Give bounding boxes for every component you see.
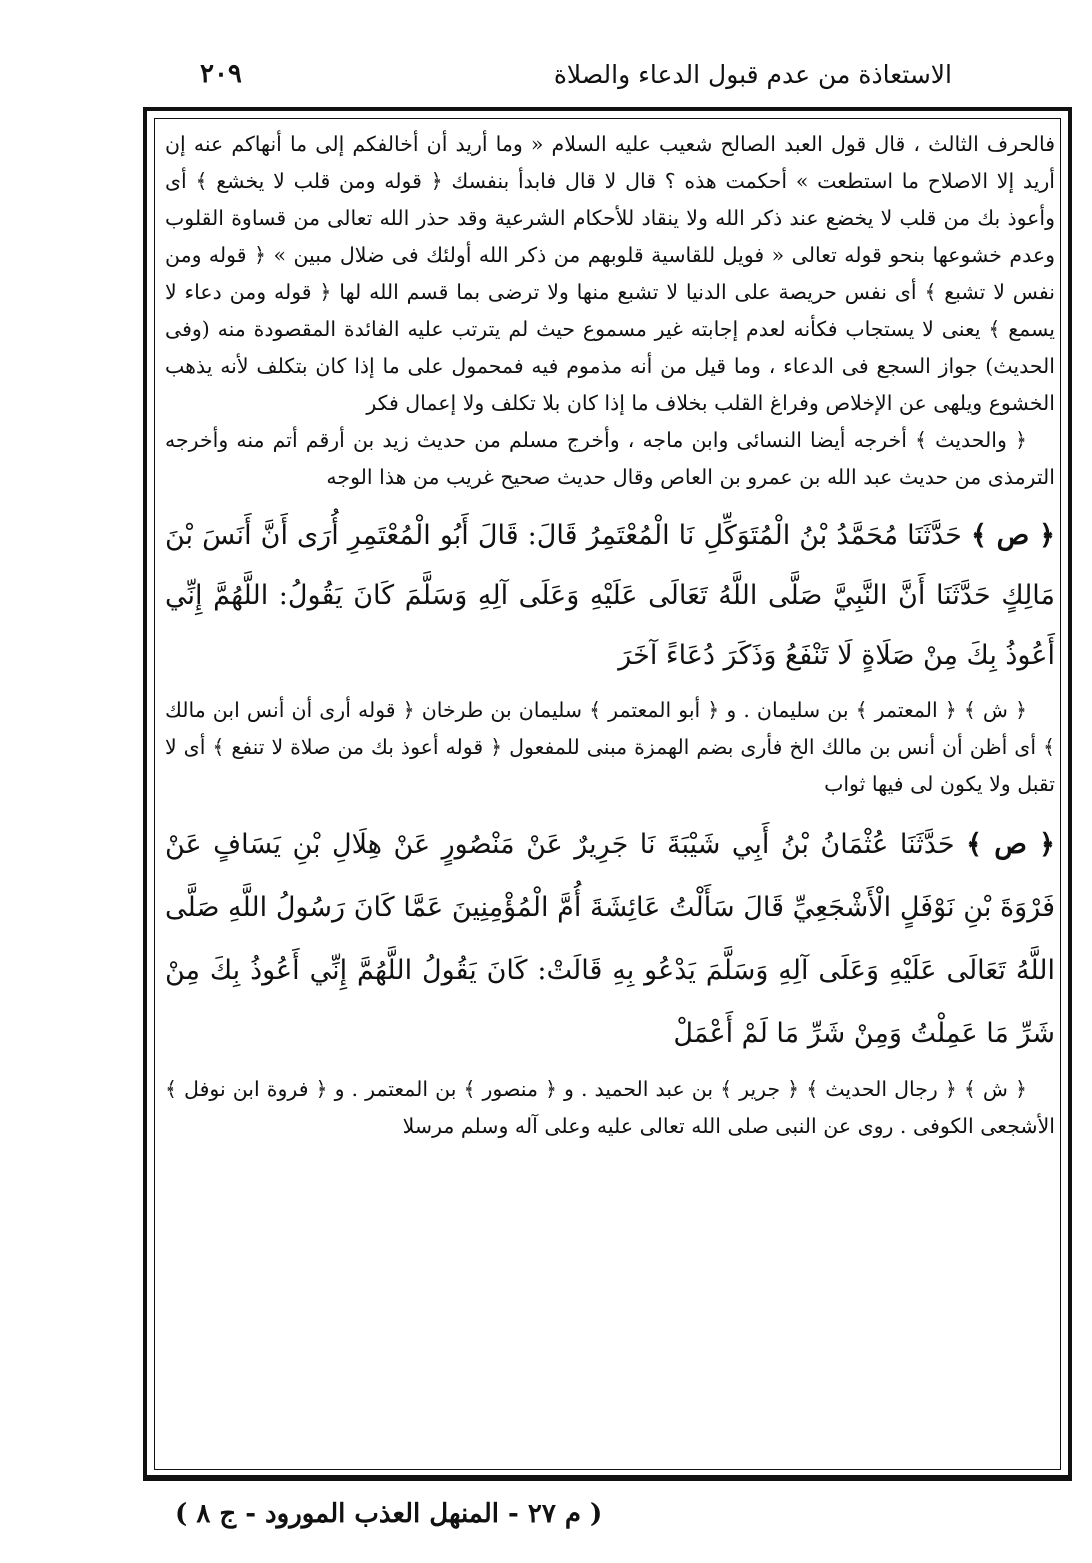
hadith-marker: ﴿ ص ﴾	[970, 520, 1055, 551]
hadith-sources-paragraph: ﴿ والحديث ﴾ أخرجه أيضا النسائى وابن ماجه ، وأخرج مسلم من حديث زيد بن أرقم أتم منه وأخرجه الترمذى من حديث عبد الله بن عمرو بن العاص وقال حديث صحيح غريب من هذا الوجه	[165, 428, 1055, 489]
hadith-marker: ﴿ ص ﴾	[966, 829, 1055, 860]
footer-signature: ( م ٢٧ - المنهل العذب المورود - ج ٨ )	[175, 1499, 603, 1529]
hadith-text	[165, 813, 1055, 1065]
hadith-body: حَدَّثَنَا مُحَمَّدُ بْنُ الْمُتَوَكِّلِ نَا الْمُعْتَمِرُ قَالَ: قَالَ أَبُو الْمُعْتَمِرِ أُرَى أَنَّ أَنَسَ بْنَ مَالِكٍ حَدَّثَنَا أَنَّ النَّبِيَّ صَلَّى اللَّهُ تَعَالَى عَلَيْهِ وَعَلَى آلِهِ وَسَلَّمَ كَانَ يَقُولُ: اللَّهُمَّ إِنِّي أَعُوذُ بِكَ مِنْ صَلَاةٍ لَا تَنْفَعُ وَذَكَرَ دُعَاءً آخَرَ	[165, 520, 1055, 671]
hadith-text	[165, 506, 1055, 686]
hadith-body: حَدَّثَنَا عُثْمَانُ بْنُ أَبِي شَيْبَةَ نَا جَرِيرٌ عَنْ مَنْصُورٍ عَنْ هِلَالِ بْنِ يَسَافٍ عَنْ فَرْوَةَ بْنِ نَوْفَلٍ الْأَشْجَعِيِّ قَالَ سَأَلْتُ عَائِشَةَ أُمَّ الْمُؤْمِنِينَ عَمَّا كَانَ رَسُولُ اللَّهِ صَلَّى اللَّهُ تَعَالَى عَلَيْهِ وَعَلَى آلِهِ وَسَلَّمَ يَدْعُو بِهِ قَالَتْ: كَانَ يَقُولُ اللَّهُمَّ إِنِّي أَعُوذُ بِكَ مِنْ شَرِّ مَا عَمِلْتُ وَمِنْ شَرِّ مَا لَمْ أَعْمَلْ	[165, 829, 1055, 1049]
commentary-paragraph: ﴿ ش ﴾ ﴿ المعتمر ﴾ بن سليمان . و ﴿ أبو المعتمر ﴾ سليمان بن طرخان ﴿ قوله أرى أن أنس ابن مالك ﴾ أى أظن أن أنس بن مالك الخ فأرى بضم الهمزة مبنى للمفعول ﴿ قوله أعوذ بك من صلاة لا تنفع ﴾ أى لا تقبل ولا يكون لى فيها ثواب	[165, 698, 1055, 796]
commentary-paragraph: فالحرف الثالث ، قال قول العبد الصالح شعيب عليه السلام « وما أريد أن أخالفكم إلى ما أنهاكم عنه إن أريد إلا الاصلاح ما استطعت » أحكمت هذه ؟ قال لا قال فابدأ بنفسك ﴿ قوله ومن قلب لا يخشع ﴾ أى وأعوذ بك من قلب لا يخضع عند ذكر الله ولا ينقاد للأحكام الشرعية وقد حذر الله تعالى من قساوة القلوب وعدم خشوعها بنحو قوله تعالى « فويل للقاسية قلوبهم من ذكر الله أولئك فى ضلال مبين » ﴿ قوله ومن نفس لا تشبع ﴾ أى نفس حريصة على الدنيا لا تشبع منها ولا ترضى بما قسم الله لها ﴿ قوله ومن دعاء لا يسمع ﴾ يعنى لا يستجاب فكأنه لعدم إجابته غير مسموع حيث لم يترتب عليه الفائدة المقصودة منه (وفى الحديث) جواز السجع فى الدعاء ، وما قيل من أنه مذموم فيه فمحمول على ما إذا كان بتكلف لأنه يذهب الخشوع ويلهى عن الإخلاص وفراغ القلب بخلاف ما إذا كان بلا تكلف ولا إعمال فكر	[165, 132, 1055, 415]
running-head	[150, 52, 952, 96]
page-body	[165, 126, 1055, 1145]
page-number: ٢٠٩	[200, 59, 242, 89]
bottom-rule	[143, 1475, 1072, 1477]
commentary-paragraph: ﴿ ش ﴾ ﴿ رجال الحديث ﴾ ﴿ جرير ﴾ بن عبد الحميد . و ﴿ منصور ﴾ بن المعتمر . و ﴿ فروة ابن نوفل ﴾ الأشجعى الكوفى . روى عن النبى صلى الله تعالى عليه وعلى آله وسلم مرسلا	[165, 1077, 1055, 1138]
running-title: الاستعاذة من عدم قبول الدعاء والصلاة	[553, 59, 952, 89]
